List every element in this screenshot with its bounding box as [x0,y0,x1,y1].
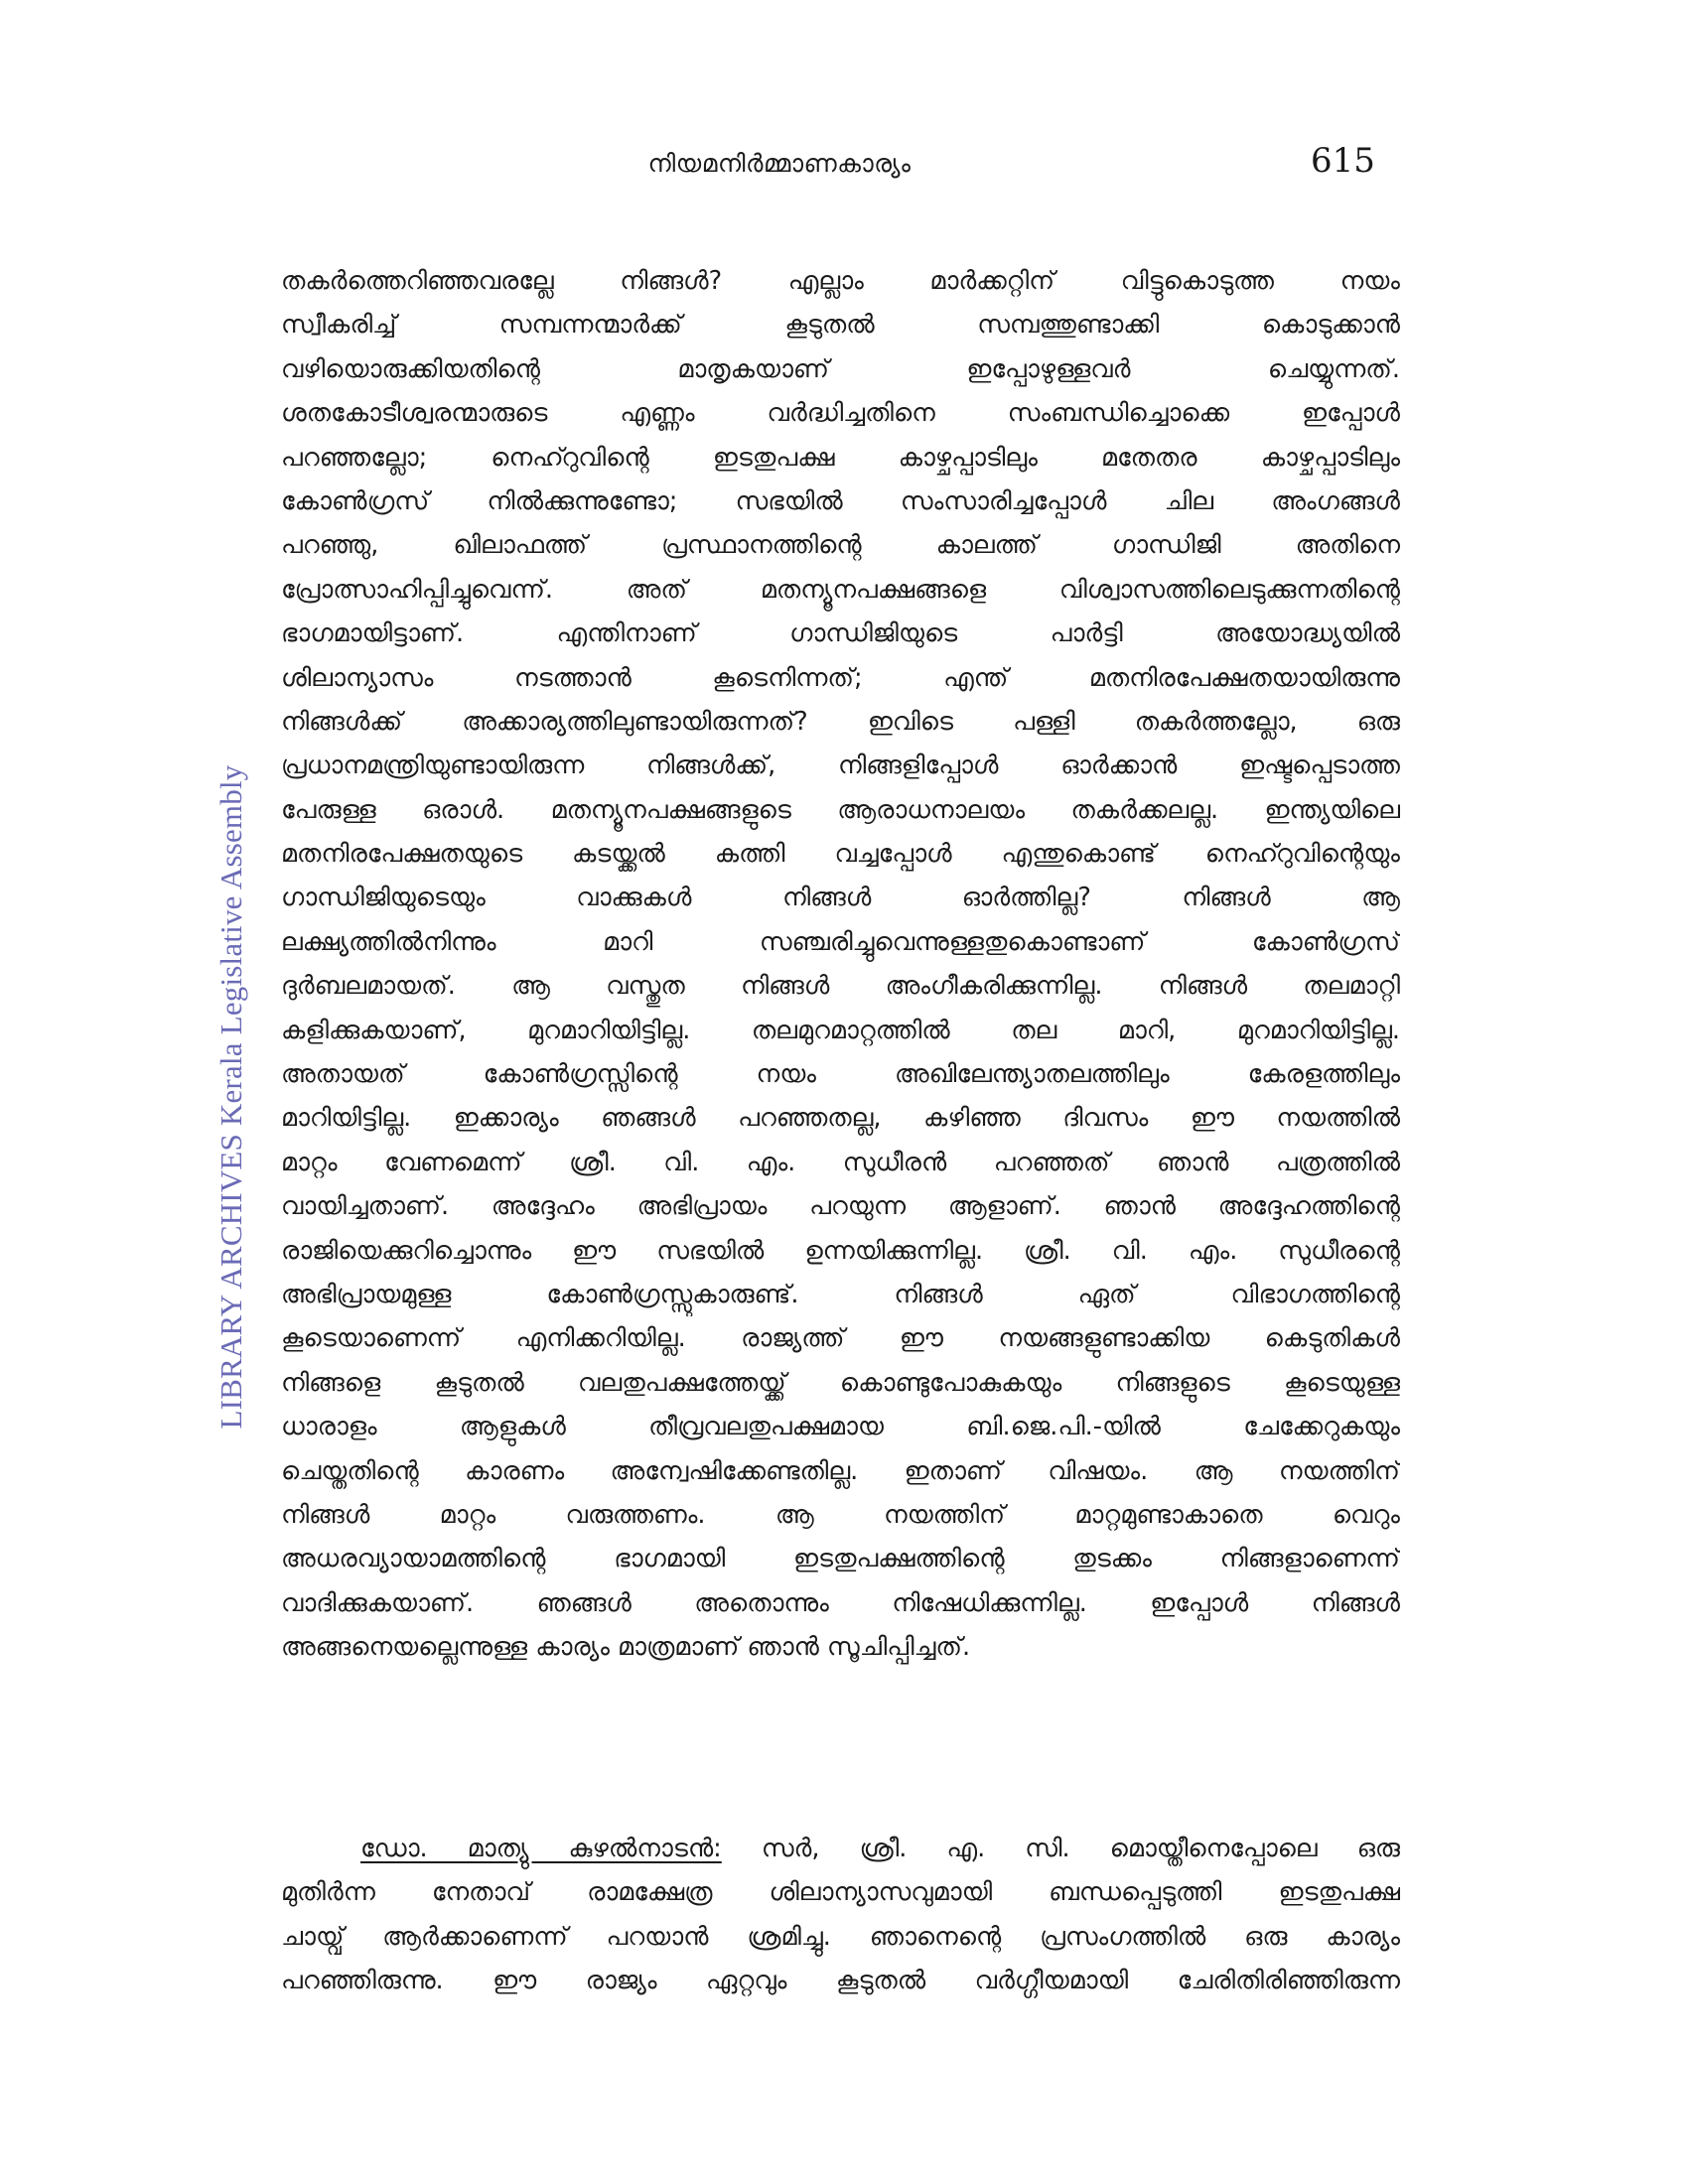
page-number: 615 [1311,141,1375,181]
text-line: തകർത്തെറിഞ്ഞവരല്ലേ നിങ്ങൾ? എല്ലാം മാർക്കറ്റിന് വിട്ടുകൊടുത്ത നയം [281,266,1400,296]
text-line: ചെയ്തതിന്റെ കാരണം അന്വേഷിക്കേണ്ടതില്ല. ഇതാണ് വിഷയം. ആ നയത്തിന് [281,1455,1400,1486]
text-line: മാറ്റം വേണമെന്ന് ശ്രീ. വി. എം. സുധീരൻ പറഞ്ഞത് ഞാൻ പത്രത്തിൽ [281,1147,1400,1177]
text-line: മുതിർന്ന നേതാവ് രാമക്ഷേത്ര ശിലാന്യാസവുമായി ബന്ധപ്പെടുത്തി ഇടതുപക്ഷ [281,1877,1400,1908]
text-line: കോൺഗ്രസ് നിൽക്കുന്നുണ്ടോ; സഭയിൽ സംസാരിച്ചപ്പോൾ ചില അംഗങ്ങൾ [281,485,1400,516]
text-line: നിങ്ങൾക്ക് അക്കാര്യത്തിലുണ്ടായിരുന്നത്? ഇവിടെ പള്ളി തകർത്തല്ലോ, ഒരു [281,706,1400,737]
text-line: ശിലാന്യാസം നടത്താൻ കൂടെനിന്നത്; എന്ത് മതനിരപേക്ഷതയായിരുന്നു [281,662,1400,693]
text-line: മതനിരപേക്ഷതയുടെ കടയ്ക്കൽ കത്തി വച്ചപ്പോൾ എന്തുകൊണ്ട് നെഹ്റുവിന്റെയും [281,839,1400,870]
text-line: ദുർബലമായത്. ആ വസ്തുത നിങ്ങൾ അംഗീകരിക്കുന്നില്ല. നിങ്ങൾ തലമാറ്റി [281,971,1400,1002]
text-line: മാറിയിട്ടില്ല. ഇക്കാര്യം ഞങ്ങൾ പറഞ്ഞതല്ല, കഴിഞ്ഞ ദിവസം ഈ നയത്തിൽ [281,1103,1400,1134]
text-line: വായിച്ചതാണ്. അദ്ദേഹം അഭിപ്രായം പറയുന്ന ആളാണ്. ഞാൻ അദ്ദേഹത്തിന്റെ [281,1191,1400,1222]
text-line: വാദിക്കുകയാണ്. ഞങ്ങൾ അതൊന്നും നിഷേധിക്കുന്നില്ല. ഇപ്പോൾ നിങ്ങൾ [281,1587,1400,1618]
speech-paragraph-1 [281,259,1400,1670]
speaker-line [281,1827,1400,1870]
text-line: പ്രോത്സാഹിപ്പിച്ചുവെന്ന്. അത് മതന്യൂനപക്ഷങ്ങളെ വിശ്വാസത്തിലെടുക്കുന്നതിന്റെ [281,574,1400,605]
speaker-line-text: സർ, ശ്രീ. എ. സി. മൊയ്തീനെപ്പോലെ ഒരു [721,1834,1400,1863]
text-line: ശതകോടീശ്വരന്മാരുടെ എണ്ണം വർദ്ധിച്ചതിനെ സംബന്ധിച്ചൊക്കെ ഇപ്പോൾ [281,398,1400,429]
speaker-name: ഡോ. മാത്യു കുഴൽനാടൻ: [360,1834,722,1863]
text-line: രാജിയെക്കുറിച്ചൊന്നും ഈ സഭയിൽ ഉന്നയിക്കുന്നില്ല. ശ്രീ. വി. എം. സുധീരന്റെ [281,1235,1400,1266]
text-line: കൂടെയാണെന്ന് എനിക്കറിയില്ല. രാജ്യത്ത് ഈ നയങ്ങളുണ്ടാക്കിയ കെടുതികൾ [281,1323,1400,1354]
text-line: നിങ്ങൾ മാറ്റം വരുത്തണം. ആ നയത്തിന് മാറ്റമുണ്ടാകാതെ വെറും [281,1499,1400,1530]
text-line: കളിക്കുകയാണ്, മുറമാറിയിട്ടില്ല. തലമുറമാറ്റത്തിൽ തല മാറി, മുറമാറിയിട്ടില്ല. [281,1015,1400,1045]
archive-watermark: LIBRARY ARCHIVES Kerala Legislative Assembly [213,764,248,1430]
text-line: അതായത് കോൺഗ്രസ്സിന്റെ നയം അഖിലേന്ത്യാതലത്തിലും കേരളത്തിലും [281,1059,1400,1090]
text-line: ഗാന്ധിജിയുടെയും വാക്കുകൾ നിങ്ങൾ ഓർത്തില്ല? നിങ്ങൾ ആ [281,883,1400,913]
text-line: ചായ്വ് ആർക്കാണെന്ന് പറയാൻ ശ്രമിച്ചു. ഞാനെന്റെ പ്രസംഗത്തിൽ ഒരു കാര്യം [281,1921,1400,1952]
running-header-title: നിയമനിർമ്മാണകാര്യം [647,149,912,178]
text-line: പറഞ്ഞിരുന്നു. ഈ രാജ്യം ഏറ്റവും കൂടുതൽ വർഗ്ഗീയമായി ചേരിതിരിഞ്ഞിരുന്ന [281,1966,1400,1996]
text-line: അങ്ങനെയല്ലെന്നുള്ള കാര്യം മാത്രമാണ് ഞാൻ സൂചിപ്പിച്ചത്. [281,1632,971,1663]
text-line: നിങ്ങളെ കൂടുതൽ വലതുപക്ഷത്തേയ്ക്ക് കൊണ്ടുപോകുകയും നിങ്ങളുടെ കൂടെയുള്ള [281,1367,1400,1398]
text-line: ധാരാളം ആളുകൾ തീവ്രവലതുപക്ഷമായ ബി.ജെ.പി.-യിൽ ചേക്കേറുകയും [281,1412,1400,1442]
text-line: അധരവ്യായാമത്തിന്റെ ഭാഗമായി ഇടതുപക്ഷത്തിന്റെ തുടക്കം നിങ്ങളാണെന്ന് [281,1544,1400,1574]
text-line: അഭിപ്രായമുള്ള കോൺഗ്രസ്സുകാരുണ്ട്. നിങ്ങൾ ഏത് വിഭാഗത്തിന്റെ [281,1279,1400,1309]
text-line: സ്വീകരിച്ച് സമ്പന്നന്മാർക്ക് കൂടുതൽ സമ്പത്തുണ്ടാക്കി കൊടുക്കാൻ [281,310,1400,341]
text-line: വഴിയൊരുക്കിയതിന്റെ മാതൃകയാണ് ഇപ്പോഴുള്ളവർ ചെയ്യുന്നത്. [281,353,1400,384]
text-line: പ്രധാനമന്ത്രിയുണ്ടായിരുന്ന നിങ്ങൾക്ക്, നിങ്ങളിപ്പോൾ ഓർക്കാൻ ഇഷ്ടപ്പെടാത്ത [281,751,1400,781]
text-line: പേരുള്ള ഒരാൾ. മതന്യൂനപക്ഷങ്ങളുടെ ആരാധനാലയം തകർക്കലല്ല. ഇന്ത്യയിലെ [281,794,1400,825]
text-line: പറഞ്ഞു, ഖിലാഫത്ത് പ്രസ്ഥാനത്തിന്റെ കാലത്ത് ഗാന്ധിജി അതിനെ [281,530,1400,561]
speech-paragraph-2 [281,1827,1400,2003]
text-line: ലക്ഷ്യത്തിൽനിന്നും മാറി സഞ്ചരിച്ചുവെന്നുള്ളതുകൊണ്ടാണ് കോൺഗ്രസ് [281,926,1400,957]
text-line: ഭാഗമായിട്ടാണ്. എന്തിനാണ് ഗാന്ധിജിയുടെ പാർട്ടി അയോദ്ധ്യയിൽ [281,618,1400,649]
text-line: പറഞ്ഞല്ലോ; നെഹ്റുവിന്റെ ഇടതുപക്ഷ കാഴ്ചപ്പാടിലും മതേതര കാഴ്ചപ്പാടിലും [281,442,1400,473]
